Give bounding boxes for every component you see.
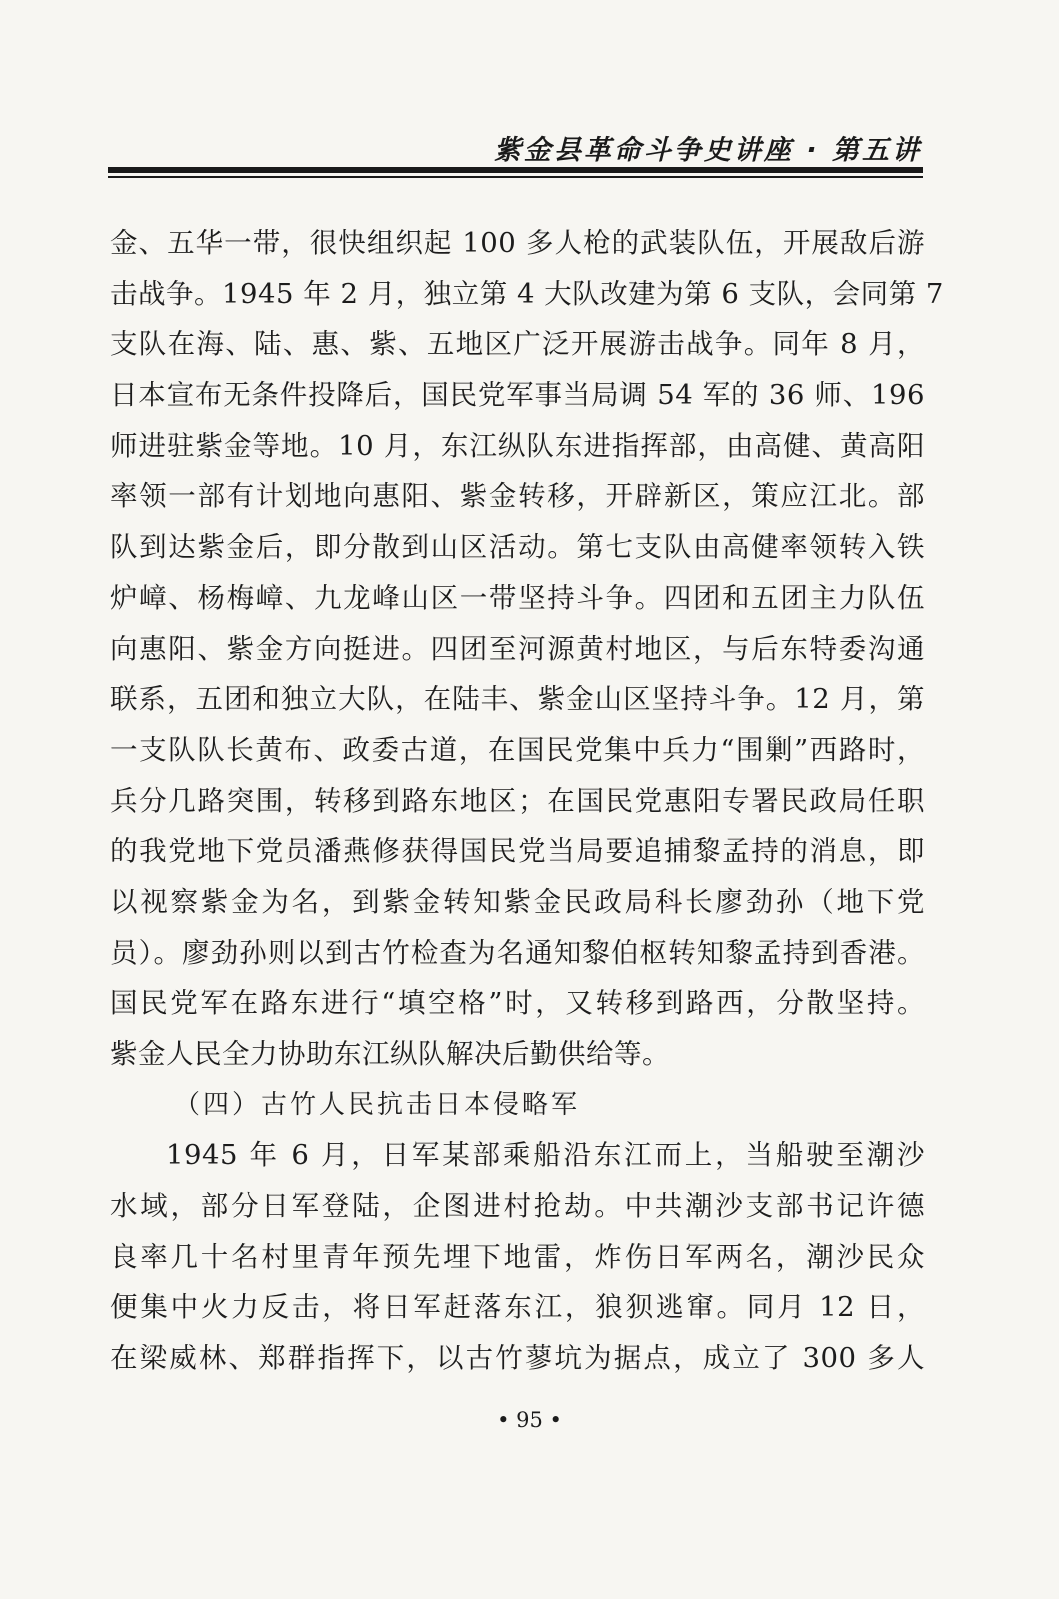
header-rule-thin [108,176,923,178]
section-heading: （四）古竹人民抗击日本侵略军 [174,1089,581,1120]
text-line: 以视察紫金为名，到紫金转知紫金民政局科长廖劲孙（地下党 [110,885,925,918]
text-line: 国民党军在路东进行“填空格”时，又转移到路西，分散坚持。 [110,987,925,1020]
text-line: 在梁威林、郑群指挥下，以古竹蓼坑为据点，成立了 300 多人 [110,1342,925,1375]
text-line: 炉嶂、杨梅嶂、九龙峰山区一带坚持斗争。四团和五团主力队伍 [110,581,925,614]
text-line: 良率几十名村里青年预先埋下地雷，炸伤日军两名，潮沙民众 [110,1240,925,1273]
text-line: 水域，部分日军登陆，企图进村抢劫。中共潮沙支部书记许德 [110,1190,925,1223]
text-line: 一支队队长黄布、政委古道，在国民党集中兵力“围剿”西路时， [110,733,925,766]
text-line: 1945 年 6 月，日军某部乘船沿东江而上，当船驶至潮沙 [166,1139,925,1172]
text-line: 联系，五团和独立大队，在陆丰、紫金山区坚持斗争。12 月，第 [110,683,925,716]
header-rule [108,167,923,173]
body-text [110,218,944,1384]
text-line: 支队在海、陆、惠、紫、五地区广泛开展游击战争。同年 8 月， [110,328,925,361]
text-line: 金、五华一带，很快组织起 100 多人枪的武装队伍，开展敌后游 [110,227,925,259]
page-number: • 95 • [497,1408,562,1432]
text-line: 队到达紫金后，即分散到山区活动。第七支队由高健率领转入铁 [110,531,925,564]
text-line: 率领一部有计划地向惠阳、紫金转移，开辟新区，策应江北。部 [110,480,925,513]
running-header: 紫金县革命斗争史讲座 · 第五讲 [493,135,922,166]
text-line: 向惠阳、紫金方向挺进。四团至河源黄村地区，与后东特委沟通 [110,632,925,665]
text-line: 便集中火力反击，将日军赶落东江，狼狈逃窜。同月 12 日， [110,1291,925,1324]
text-line: 日本宣布无条件投降后，国民党军事当局调 54 军的 36 师、196 [110,379,925,412]
text-line: 的我党地下党员潘燕修获得国民党当局要追捕黎孟持的消息，即 [110,835,925,868]
text-line: 兵分几路突围，转移到路东地区；在国民党惠阳专署民政局任职 [110,784,925,817]
text-line: 击战争。1945 年 2 月，独立第 4 大队改建为第 6 支队，会同第 7 [110,277,944,310]
text-line: 师进驻紫金等地。10 月，东江纵队东进指挥部，由高健、黄高阳 [110,429,925,462]
text-line: 员）。廖劲孙则以到古竹检查为名通知黎伯枢转知黎孟持到香港。 [110,936,925,969]
text-line: 紫金人民全力协助东江纵队解决后勤供给等。 [110,1038,670,1070]
